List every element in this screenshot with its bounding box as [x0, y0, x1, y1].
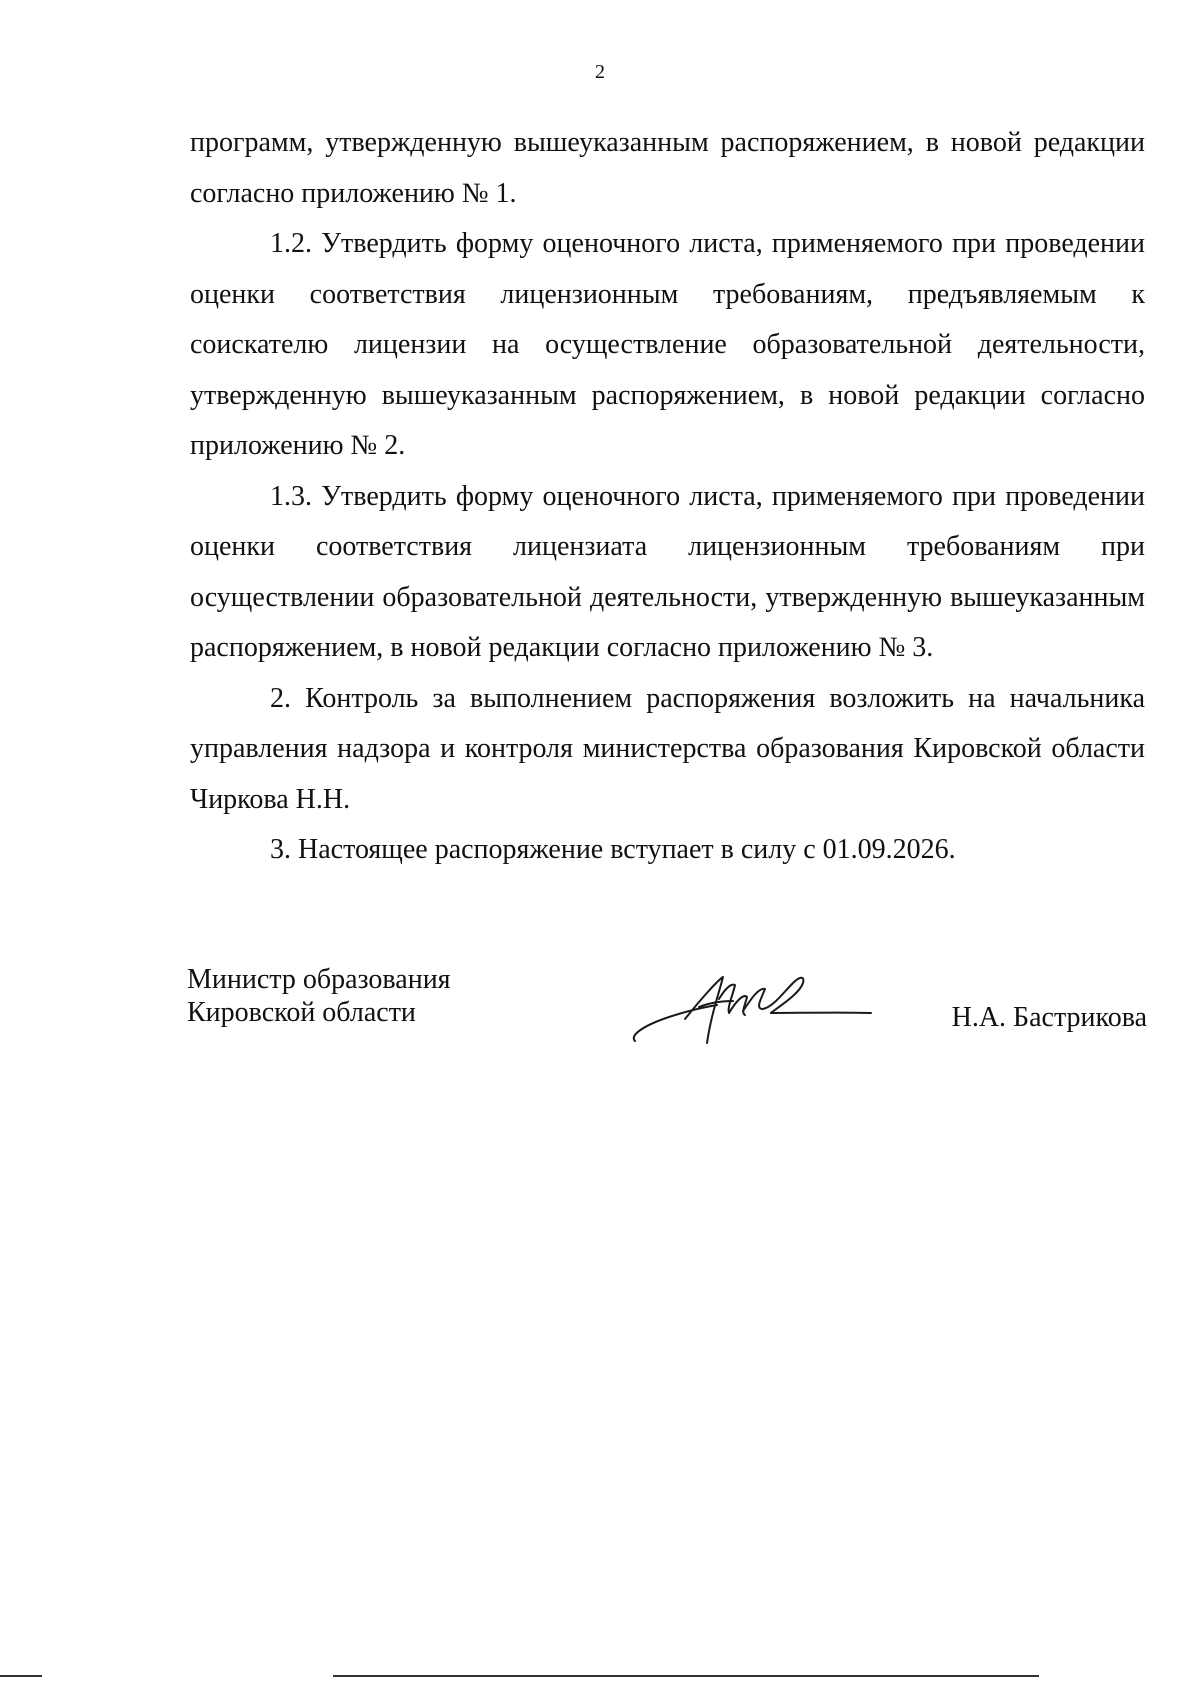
signature-block [187, 963, 1147, 1063]
page-number: 2 [595, 61, 605, 83]
handwritten-signature-icon [625, 959, 885, 1049]
paragraph-continuation: программ, утвержденную вышеуказанным распоряжением, в новой редакции согласно приложению № 1. [190, 127, 1145, 209]
signer-name: Н.А. Бастрикова [951, 1002, 1147, 1033]
paragraph-item-3: 3. Настоящее распоряжение вступает в силу с 01.09.2026. [270, 834, 956, 865]
paragraph-item-2: 2. Контроль за выполнением распоряжения возложить на начальника управления надзора и контроля министерства образования Кировской области Чиркова Н.Н. [190, 682, 1145, 815]
paragraph-item-1-3: 1.3. Утвердить форму оценочного листа, применяемого при проведении оценки соответствия лицензиата лицензионным требованиям при осуществлении образовательной деятельности, утвержденную вышеуказанным распоряжением, в новой редакции согласно приложению № 3. [190, 480, 1145, 663]
signer-title-line-1: Министр образования [187, 964, 451, 995]
document-body [190, 118, 1145, 876]
signer-title [187, 963, 517, 1029]
footer-rule-left [0, 1675, 42, 1677]
paragraph-item-1-2: 1.2. Утвердить форму оценочного листа, применяемого при проведении оценки соответствия лицензионным требованиям, предъявляемым к соискателю лицензии на осуществление образовательной деятельности, утвержденную вышеуказанным распоряжением, в новой редакции согласно приложению № 2. [190, 228, 1145, 461]
footer-rule-right [333, 1675, 1039, 1677]
signer-title-line-2: Кировской области [187, 997, 416, 1028]
